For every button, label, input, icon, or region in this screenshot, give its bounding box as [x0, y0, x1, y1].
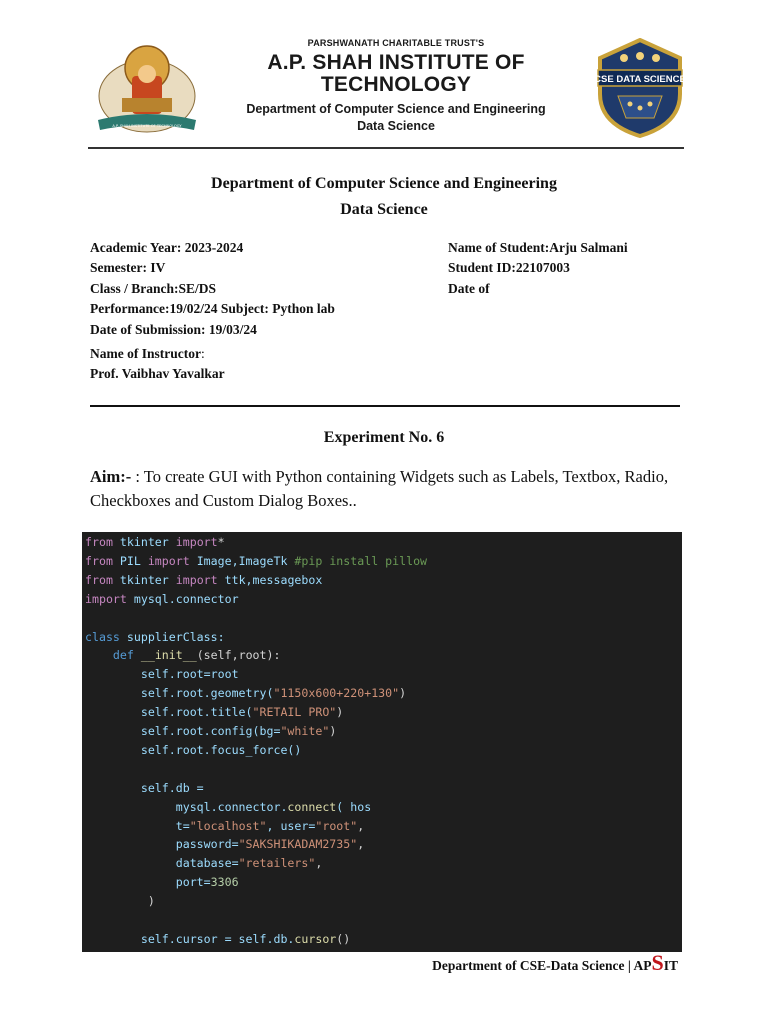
- aim-text: : To create GUI with Python containing Widgets such as Labels, Textbox, Radio, Checkboxes and Custom Dialog Boxes..: [90, 467, 669, 510]
- code-token: tkinter: [112, 535, 176, 549]
- code-token: mysql.connector: [126, 591, 239, 606]
- date-of-submission: Date of Submission: 19/03/24: [90, 321, 257, 337]
- cse-data-science-badge-logo: [594, 38, 686, 138]
- code-token: Image,ImageTk: [189, 553, 295, 568]
- code-token: "localhost": [189, 818, 267, 833]
- student-name: Name of Student:Arju Salmani: [448, 240, 628, 255]
- code-token: ,: [357, 837, 365, 852]
- code-line: [85, 930, 350, 948]
- code-token: self.root=root: [85, 667, 239, 682]
- code-token: import: [175, 535, 218, 549]
- instructor-label: Name of Instructor: [90, 346, 201, 361]
- code-line: [85, 590, 239, 608]
- code-token: , user=: [266, 818, 316, 833]
- institute-emblem-logo: [90, 38, 204, 138]
- code-token: self.root.title(: [85, 705, 253, 720]
- code-line: [85, 684, 406, 702]
- header-divider: [88, 147, 684, 149]
- code-token: connect: [287, 799, 337, 814]
- code-token: self.root.focus_force(): [85, 742, 302, 757]
- code-token: "1150x600+220+130": [273, 686, 400, 701]
- code-line: [85, 892, 155, 910]
- code-line: [85, 722, 336, 740]
- page-title-branch: Data Science: [340, 201, 428, 218]
- code-token: [85, 648, 113, 662]
- code-token: ttk,messagebox: [217, 572, 323, 587]
- code-line: [85, 665, 239, 683]
- aim-label: Aim:-: [90, 467, 132, 486]
- code-token: "RETAIL PRO": [252, 705, 337, 720]
- info-left-block: [90, 238, 335, 340]
- performance-subject: Performance:19/02/24 Subject: Python lab: [90, 301, 335, 317]
- code-line: [85, 873, 239, 891]
- section-divider: [90, 405, 680, 407]
- page-footer: [432, 950, 678, 975]
- code-token: *: [217, 535, 225, 549]
- code-line: [85, 741, 301, 759]
- experiment-title: Experiment No. 6: [323, 429, 445, 446]
- semester: Semester: IV: [90, 260, 166, 276]
- code-token: t=: [85, 818, 190, 833]
- code-line: [85, 854, 322, 872]
- code-token: self.db =: [85, 780, 204, 795]
- code-token: "retailers": [238, 856, 316, 871]
- badge-text: CSE DATA SCIENCE: [594, 74, 686, 85]
- academic-year: Academic Year: 2023-2024: [90, 240, 244, 255]
- trust-name: PARSHWANATH CHARITABLE TRUST'S: [307, 38, 485, 48]
- code-block: [82, 532, 682, 952]
- code-token: def: [112, 648, 134, 663]
- code-line: [85, 817, 364, 835]
- code-token: from: [85, 572, 113, 587]
- code-token: ( hos: [336, 799, 372, 814]
- code-token: ): [85, 894, 155, 909]
- info-right-block: [448, 238, 628, 299]
- footer-text: Department of CSE-Data Science | AP: [432, 958, 652, 973]
- code-token: self.root.config(bg=: [85, 724, 281, 738]
- header-text: [206, 36, 586, 133]
- code-token: "SAKSHIKADAM2735": [238, 837, 358, 852]
- code-token: import: [85, 591, 127, 606]
- code-token: ): [336, 705, 344, 720]
- aim-paragraph: [90, 465, 680, 513]
- code-line: [85, 628, 225, 646]
- emblem-caption: A.P. SHAH INSTITUTE OF TECHNOLOGY: [112, 124, 182, 128]
- code-token: port=: [85, 875, 211, 890]
- code-token: (): [336, 931, 351, 946]
- code-token: ): [399, 686, 407, 701]
- code-token: "root": [315, 818, 358, 833]
- code-token: from: [85, 535, 113, 549]
- code-line: [85, 571, 322, 589]
- code-token: class: [85, 629, 120, 644]
- code-line: [85, 835, 364, 853]
- code-token: password=: [85, 837, 239, 852]
- code-token: (self,root):: [196, 648, 281, 663]
- code-line: [85, 779, 204, 797]
- code-token: import: [175, 572, 218, 587]
- instructor-name: Prof. Vaibhav Yavalkar: [90, 366, 225, 382]
- code-token: supplierClass:: [119, 629, 225, 644]
- code-token: from: [85, 553, 113, 568]
- header-department: Department of Computer Science and Engineering: [246, 102, 546, 116]
- code-line: [85, 552, 427, 570]
- header-branch: Data Science: [357, 119, 435, 133]
- code-token: ,: [315, 856, 323, 871]
- code-token: import: [147, 553, 190, 568]
- code-line: [85, 533, 225, 551]
- code-token: ): [329, 724, 337, 738]
- code-line: [85, 646, 280, 664]
- page-title-department: Department of Computer Science and Engineering: [211, 175, 557, 192]
- code-token: ,: [357, 818, 365, 833]
- footer-logo-s: S: [651, 950, 664, 975]
- institute-header: [88, 34, 684, 146]
- date-of: Date of: [448, 280, 490, 296]
- code-token: self.cursor = self.db.: [85, 931, 295, 946]
- code-token: #pip install pillow: [294, 553, 428, 568]
- code-line: [85, 703, 343, 721]
- code-token: mysql.connector.: [85, 799, 288, 814]
- code-token: cursor: [294, 931, 337, 946]
- footer-logo-it: IT: [663, 958, 678, 973]
- code-line: [85, 798, 371, 816]
- student-id: Student ID:22107003: [448, 260, 570, 276]
- instructor-colon: :: [200, 346, 205, 361]
- code-token: PIL: [112, 553, 148, 568]
- instructor-block: [90, 344, 225, 385]
- code-token: tkinter: [112, 572, 176, 587]
- code-token: self.root.geometry(: [85, 686, 274, 701]
- class-branch: Class / Branch:SE/DS: [90, 280, 217, 296]
- code-token: "white": [280, 724, 330, 738]
- code-token: database=: [85, 856, 239, 871]
- institute-name: A.P. SHAH INSTITUTE OF TECHNOLOGY: [267, 51, 525, 96]
- code-token: 3306: [210, 875, 239, 890]
- code-token: __init__: [133, 648, 197, 663]
